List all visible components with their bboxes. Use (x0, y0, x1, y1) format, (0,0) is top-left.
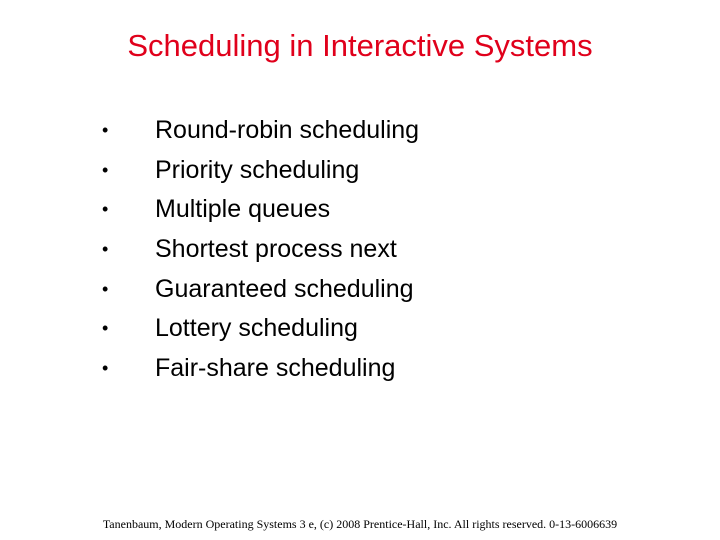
bullet-text: Fair-share scheduling (155, 353, 396, 382)
bullet-item (96, 269, 419, 309)
bullet-list (96, 110, 419, 388)
bullet-icon: • (102, 318, 109, 339)
slide-title: Scheduling in Interactive Systems (127, 28, 593, 63)
bullet-item (96, 189, 419, 229)
bullet-item (96, 308, 419, 348)
bullet-text: Guaranteed scheduling (155, 274, 414, 303)
bullet-item (96, 150, 419, 190)
bullet-item (96, 348, 419, 388)
bullet-text: Priority scheduling (155, 155, 360, 184)
bullet-icon: • (102, 159, 109, 180)
bullet-icon: • (102, 238, 109, 259)
bullet-text: Multiple queues (155, 195, 331, 224)
bullet-item (96, 229, 419, 269)
bullet-text: Round-robin scheduling (155, 115, 420, 144)
bullet-text: Lottery scheduling (155, 314, 358, 343)
bullet-icon: • (102, 357, 109, 378)
bullet-item (96, 110, 419, 150)
bullet-text: Shortest process next (155, 234, 397, 263)
bullet-icon: • (102, 199, 109, 220)
bullet-icon: • (102, 119, 109, 140)
bullet-icon: • (102, 278, 109, 299)
slide-footer: Tanenbaum, Modern Operating Systems 3 e, (c) 2008 Prentice-Hall, Inc. All rights reserved. 0-13-6006639 (102, 517, 618, 531)
